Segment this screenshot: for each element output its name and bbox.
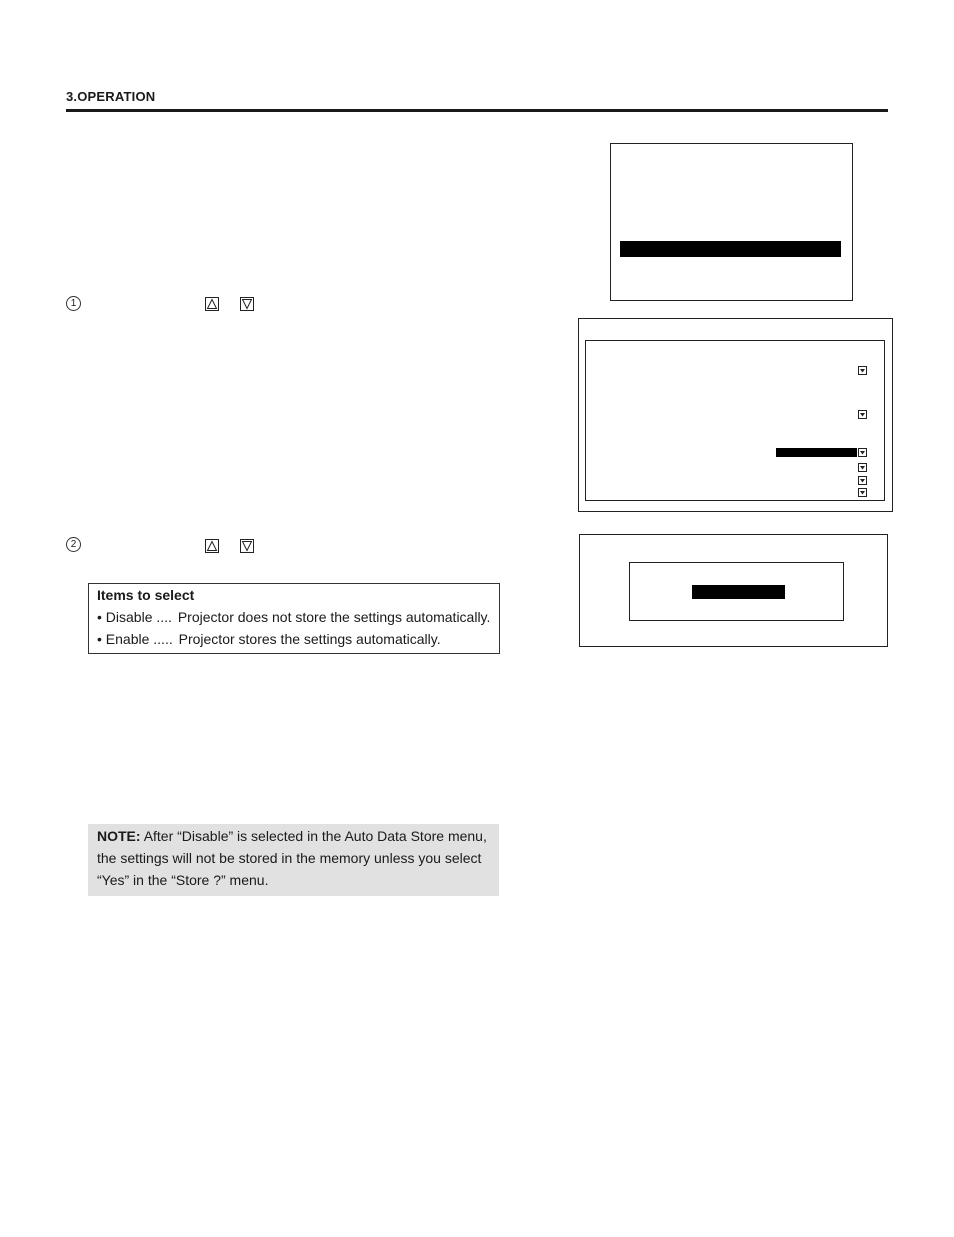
section-title: 3.OPERATION: [66, 89, 156, 104]
item-row-enable: [97, 631, 441, 647]
dropdown-arrow-icon: [858, 463, 867, 472]
bullet: •: [97, 631, 102, 647]
dropdown-arrow-icon: [858, 476, 867, 485]
menu-screen-3: [579, 534, 888, 647]
items-title: Items to select: [97, 587, 195, 603]
item-dots: .....: [153, 631, 173, 647]
down-triangle-icon: [240, 297, 254, 311]
dropdown-arrow-icon: [858, 366, 867, 375]
dropdown-arrow-icon: [858, 488, 867, 497]
note-box: [88, 824, 499, 896]
dropdown-arrow-icon: [858, 448, 867, 457]
down-triangle-icon: [240, 539, 254, 553]
bullet: •: [97, 609, 102, 625]
note-paragraph: [97, 825, 493, 891]
item-name: Disable: [105, 609, 153, 625]
step-number-1: 1: [66, 296, 81, 311]
header-rule: [66, 109, 888, 112]
item-dots: ....: [156, 609, 172, 625]
item-description: Projector stores the settings automatically.: [178, 631, 441, 647]
note-text: After “Disable” is selected in the Auto Data Store menu, the settings will not be stored in the memory unless you select “Yes” in the “Store ?” menu.: [97, 828, 487, 888]
menu-screen-3-dialog: [629, 562, 844, 621]
note-label: NOTE:: [97, 828, 141, 844]
menu-screen-2-panel: [585, 340, 885, 501]
menu-highlight-bar: [620, 241, 841, 257]
menu-highlight-bar: [692, 585, 785, 599]
item-description: Projector does not store the settings automatically.: [177, 609, 491, 625]
items-to-select-box: [88, 583, 500, 654]
up-triangle-icon: [205, 539, 219, 553]
menu-screen-2: [578, 318, 893, 512]
dropdown-arrow-icon: [858, 410, 867, 419]
up-triangle-icon: [205, 297, 219, 311]
menu-highlight-bar: [776, 448, 857, 457]
menu-screen-1: [610, 143, 853, 301]
step-number-2: 2: [66, 537, 81, 552]
item-name: Enable: [105, 631, 150, 647]
item-row-disable: [97, 609, 490, 625]
